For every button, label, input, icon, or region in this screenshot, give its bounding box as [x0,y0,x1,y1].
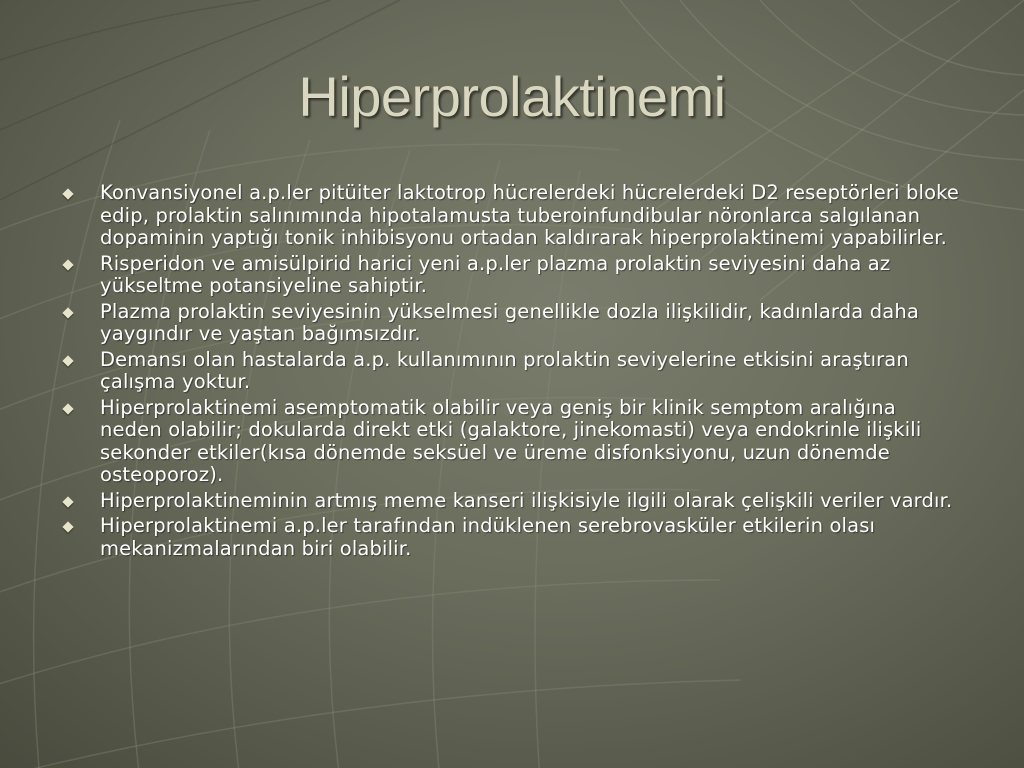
bullet-item [62,515,962,560]
diamond-bullet-icon [62,403,73,414]
bullet-text: Konvansiyonel a.p.ler pitüiter laktotrop hücrelerdeki hücrelerdeki D2 reseptörleri bloke edip, prolaktin salınımında hipotalamusta tuberoinfundibular nöronlarca salgılanan dopaminin yaptığı tonik inhibisyonu ortadan kaldırarak hiperprolaktinemi yapabilirler. [100,181,960,249]
bullet-text: Plazma prolaktin seviyesinin yükselmesi genellikle dozla ilişkilidir, kadınlarda daha yaygındır ve yaştan bağımsızdır. [100,299,919,345]
bullet-text: Hiperprolaktineminin artmış meme kanseri ilişkisiyle ilgili olarak çelişkili veriler vardır. [100,488,953,512]
diamond-bullet-icon [62,307,73,318]
diamond-bullet-icon [62,496,73,507]
slide-title: Hiperprolaktinemi [298,65,726,128]
diamond-bullet-icon [62,188,73,199]
diamond-bullet-icon [62,259,73,270]
bullet-text: Demansı olan hastalarda a.p. kullanımının prolaktin seviyelerine etkisini araştıran çalışma yoktur. [100,347,909,393]
bullet-list [62,182,962,563]
bullet-item [62,301,962,346]
bullet-text: Hiperprolaktinemi asemptomatik olabilir veya geniş bir klinik semptom aralığına neden olabilir; dokularda direkt etki (galaktore, jinekomasti) veya endokrinle ilişkili sekonder etkiler(kısa dönemde seksüel ve üreme disfonksiyonu, uzun dönemde osteoporoz). [100,395,922,486]
bullet-item [62,490,962,513]
diamond-bullet-icon [62,521,73,532]
bullet-text: Risperidon ve amisülpirid harici yeni a.p.ler plazma prolaktin seviyesini daha az yükseltme potansiyeline sahiptir. [100,251,891,297]
bullet-item [62,253,962,298]
bullet-item [62,182,962,250]
bullet-item [62,349,962,394]
bullet-text: Hiperprolaktinemi a.p.ler tarafından indüklenen serebrovasküler etkilerin olası mekanizmalarından biri olabilir. [100,514,876,560]
diamond-bullet-icon [62,355,73,366]
bullet-item [62,397,962,487]
